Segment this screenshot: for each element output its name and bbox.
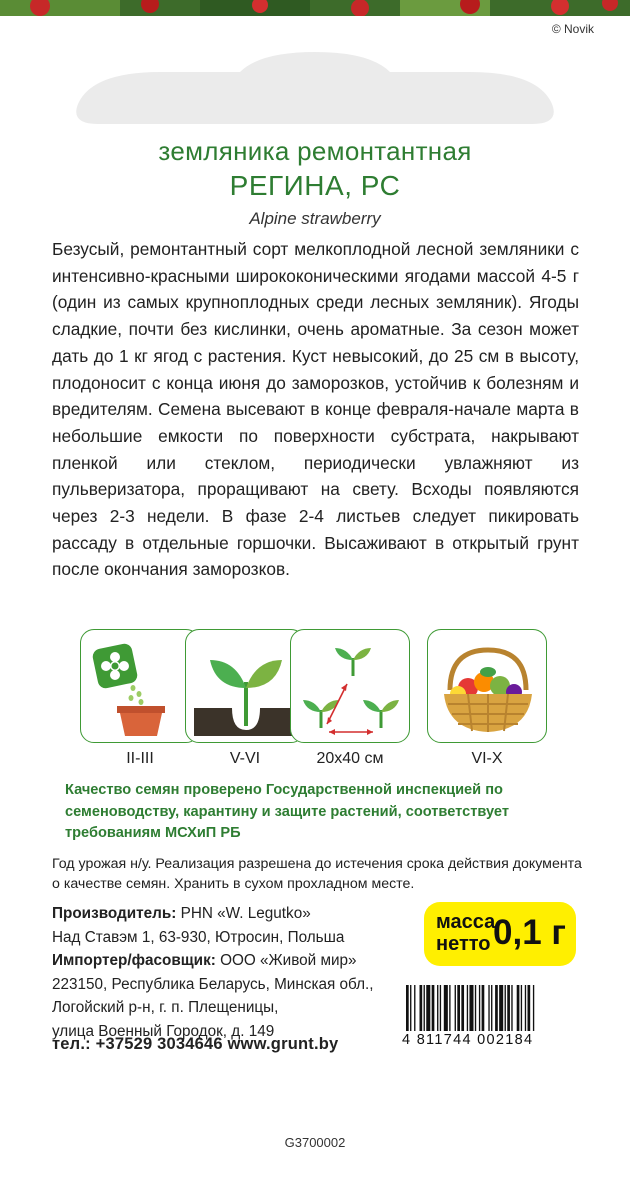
barcode-bar xyxy=(455,985,456,1031)
seed-quality-statement: Качество семян проверено Государственной инспекцией по семеноводству, карантину и защите растений, соответствует требованиям МСХиП РБ xyxy=(65,782,509,841)
barcode-number: 4 811744 002184 xyxy=(402,1032,534,1048)
producer-importer-block xyxy=(52,902,374,1044)
barcode-bar xyxy=(475,985,476,1031)
sowing-period-caption: II-III xyxy=(126,750,154,767)
sowing-pot-icon xyxy=(80,629,200,743)
barcode-bar xyxy=(495,985,498,1031)
barcode-bar xyxy=(482,985,485,1031)
latin-name: Alpine strawberry xyxy=(249,209,381,228)
top-photo-strip xyxy=(0,0,630,16)
net-weight-value: 0,1 г xyxy=(493,913,566,952)
contact-line: тел.: +37529 3034646 www.grunt.by xyxy=(52,1035,339,1053)
barcode-bar xyxy=(479,985,480,1031)
barcode-bar xyxy=(410,985,411,1031)
barcode-bar xyxy=(424,985,425,1031)
product-code: G3700002 xyxy=(284,1135,346,1150)
barcode-bar xyxy=(414,985,415,1031)
barcode-bar xyxy=(533,985,534,1031)
harvest-year-note: Год урожая н/у. Реализация разрешена до истечения срока действия документа о качестве семян. Хранить в сухом прохладном месте. xyxy=(52,856,582,892)
seedling-period-caption: V-VI xyxy=(229,750,261,767)
product-variety-title: РЕГИНА, РС xyxy=(229,170,401,201)
barcode-bar xyxy=(444,985,448,1031)
harvest-period-caption: VI-X xyxy=(471,750,503,767)
producer-label: Производитель: xyxy=(52,905,177,922)
barcode-bar xyxy=(432,985,435,1031)
barcode-bar xyxy=(517,985,520,1031)
barcode-bar xyxy=(499,985,503,1031)
importer-address-line1: 223150, Республика Беларусь, Минская обл., xyxy=(52,975,374,993)
producer-name: PHN «W. Legutko» xyxy=(180,905,311,922)
product-description: Безусый, ремонтантный сорт мелкоплодной лесной земляники с интенсивно-красными ширококоническими ягодами массой 4-5 г (один из самых крупноплодных среди лесных земляник). Ягоды сладкие, почти без кислинки, очень ароматные. За сезон может дать до 1 кг ягод с растения. Куст невысокий, до 25 см в высоту, плодоносит с конца июня до заморозков, устойчив к болезням и вредителям. Семена высевают в конце февраля-начале марта в небольшие емкости по поверхности субстрата, накрывают пленкой или стеклом, периодически увлажняют из пульверизатора, проращивают на свету. Всходы появляются через 2-3 недели. В фазе 2-4 листьев следует пикировать рассаду в отдельные горшочки. Высаживают в открытый грунт после окончания заморозков. xyxy=(52,239,579,580)
barcode-bar xyxy=(457,985,460,1031)
net-weight-badge xyxy=(424,902,576,966)
barcode-bar xyxy=(461,985,464,1031)
copyright-text: © Novik xyxy=(551,22,594,36)
netto-word: нетто xyxy=(436,933,491,955)
barcode-bar xyxy=(426,985,430,1031)
barcode-bar xyxy=(528,985,531,1031)
planting-scheme-caption: 20x40 см xyxy=(316,750,384,767)
barcode-bar xyxy=(505,985,506,1031)
planting-scheme-icon xyxy=(290,629,410,743)
net-weight-label xyxy=(436,911,495,955)
seedling-icon xyxy=(185,629,305,743)
barcode-bar xyxy=(525,985,526,1031)
mass-word: масса xyxy=(436,911,496,933)
barcode-bar xyxy=(488,985,489,1031)
barcode-bar xyxy=(511,985,512,1031)
barcode-bar xyxy=(467,985,468,1031)
importer-address-line2: Логойский р-н, г. п. Плещеницы, xyxy=(52,999,279,1017)
importer-name: ООО «Живой мир» xyxy=(220,952,357,970)
barcode-bar xyxy=(521,985,522,1031)
barcode-bar xyxy=(437,985,438,1031)
barcode-bar xyxy=(440,985,441,1031)
barcode-bar xyxy=(406,985,409,1031)
barcode-bar xyxy=(420,985,423,1031)
barcode-bar xyxy=(469,985,473,1031)
product-category-title: земляника ремонтантная xyxy=(158,136,472,166)
hang-hole-cutout xyxy=(70,52,560,124)
barcode-bar xyxy=(507,985,510,1031)
importer-label: Импортер/фасовщик: xyxy=(52,952,216,970)
producer-address: Над Ставэм 1, 63-930, Ютросин, Польша xyxy=(52,928,345,946)
barcode-bar xyxy=(491,985,492,1031)
harvest-basket-icon xyxy=(427,629,547,743)
importer-address-line3: улица Военный Городок, д. 149 xyxy=(52,1022,275,1040)
strawberry-leaves-strip xyxy=(0,0,630,16)
barcode-bar xyxy=(449,985,450,1031)
